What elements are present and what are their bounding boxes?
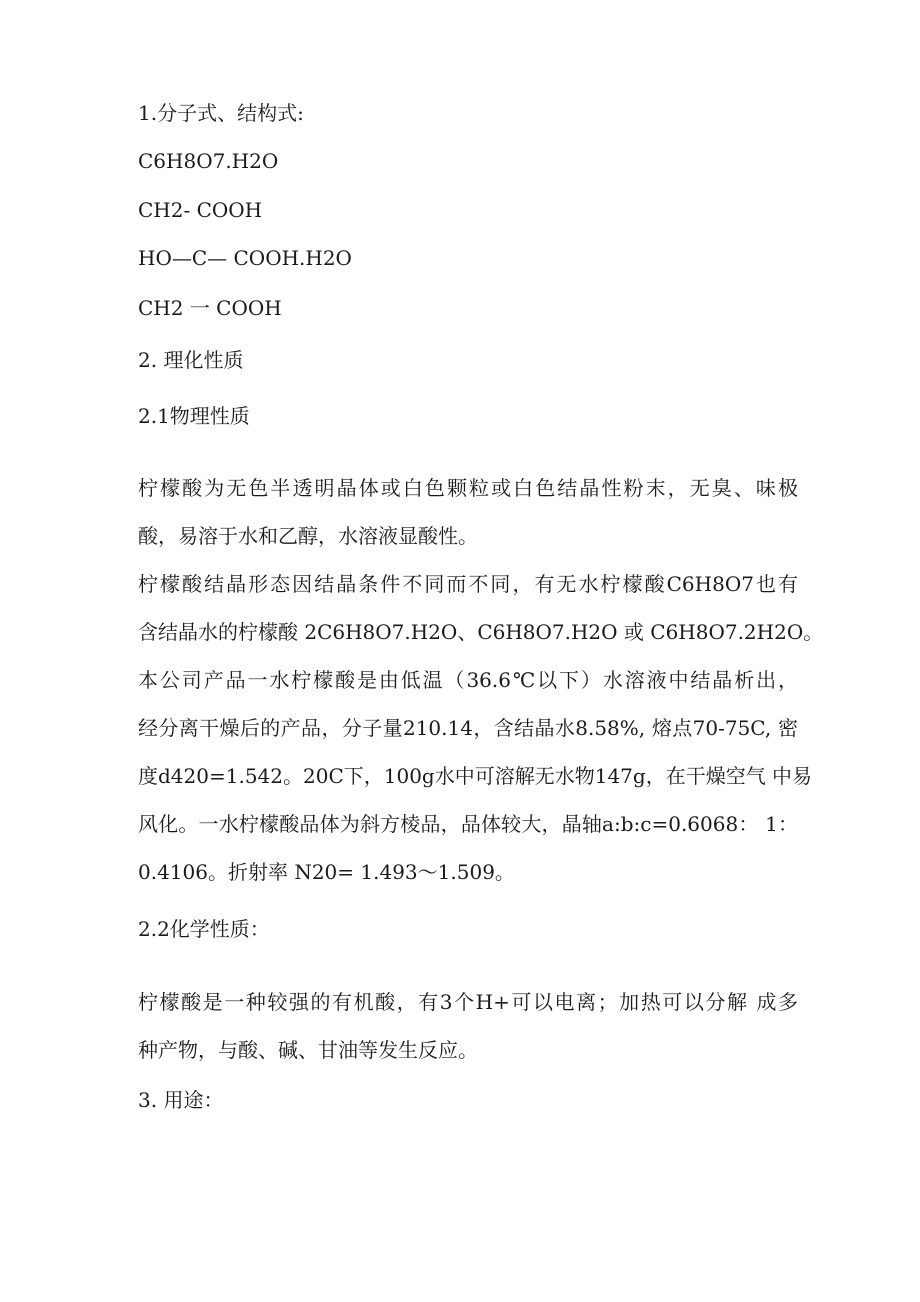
heading-physical: 2.1物理性质 [138, 404, 250, 428]
text-line: 含结晶水的柠檬酸 2C6H8O7.H2O、C6H8O7.H2O 或 C6H8O7.2H2O。 [138, 620, 824, 644]
text-line: 度d420=1.542。20C下，100g水中可溶解无水物147g，在干燥空气 中易 [138, 764, 813, 788]
text-line: 酸，易溶于水和乙醇，水溶液显酸性。 [138, 524, 478, 548]
text-line: 种产物，与酸、碱、甘油等发生反应。 [138, 1038, 478, 1062]
heading-formula: 1.分子式、结构式: [138, 101, 304, 125]
structure-line-3: CH2 一 COOH [138, 296, 282, 320]
structure-line-2: HO—C— COOH.H2O [138, 246, 352, 270]
text-line: 风化。一水柠檬酸品体为斜方棱品，品体较大，晶轴a:b:c=0.6068： 1： [138, 812, 798, 836]
chemical-paragraph-1 [138, 978, 798, 1074]
text-line: 柠檬酸是一种较强的有机酸，有3个H+可以电离；加热可以分解 成多 [138, 990, 798, 1014]
formula-text: C6H8O7.H2O [138, 149, 279, 173]
text-line: 柠檬酸为无色半透明晶体或白色颗粒或白色结晶性粉末，无臭、味极 [138, 476, 798, 500]
text-line: 0.4106。折射率 N20= 1.493〜1.509。 [138, 860, 515, 884]
text-line: 经分离干燥后的产品，分子量210.14，含结晶水8.58%, 熔点70-75C, 密 [138, 716, 798, 740]
heading-chemical: 2.2化学性质： [138, 917, 270, 941]
heading-properties: 2. 理化性质 [138, 348, 244, 372]
structure-line-1: CH2- COOH [138, 198, 263, 222]
physical-paragraph-2 [138, 560, 824, 896]
text-line: 柠檬酸结晶形态因结晶条件不同而不同，有无水柠檬酸C6H8O7也有 [138, 572, 798, 596]
heading-uses: 3. 用途： [138, 1088, 224, 1112]
physical-paragraph-1 [138, 464, 798, 560]
text-line: 本公司产品一水柠檬酸是由低温（36.6℃以下）水溶液中结晶析出， [138, 668, 798, 692]
